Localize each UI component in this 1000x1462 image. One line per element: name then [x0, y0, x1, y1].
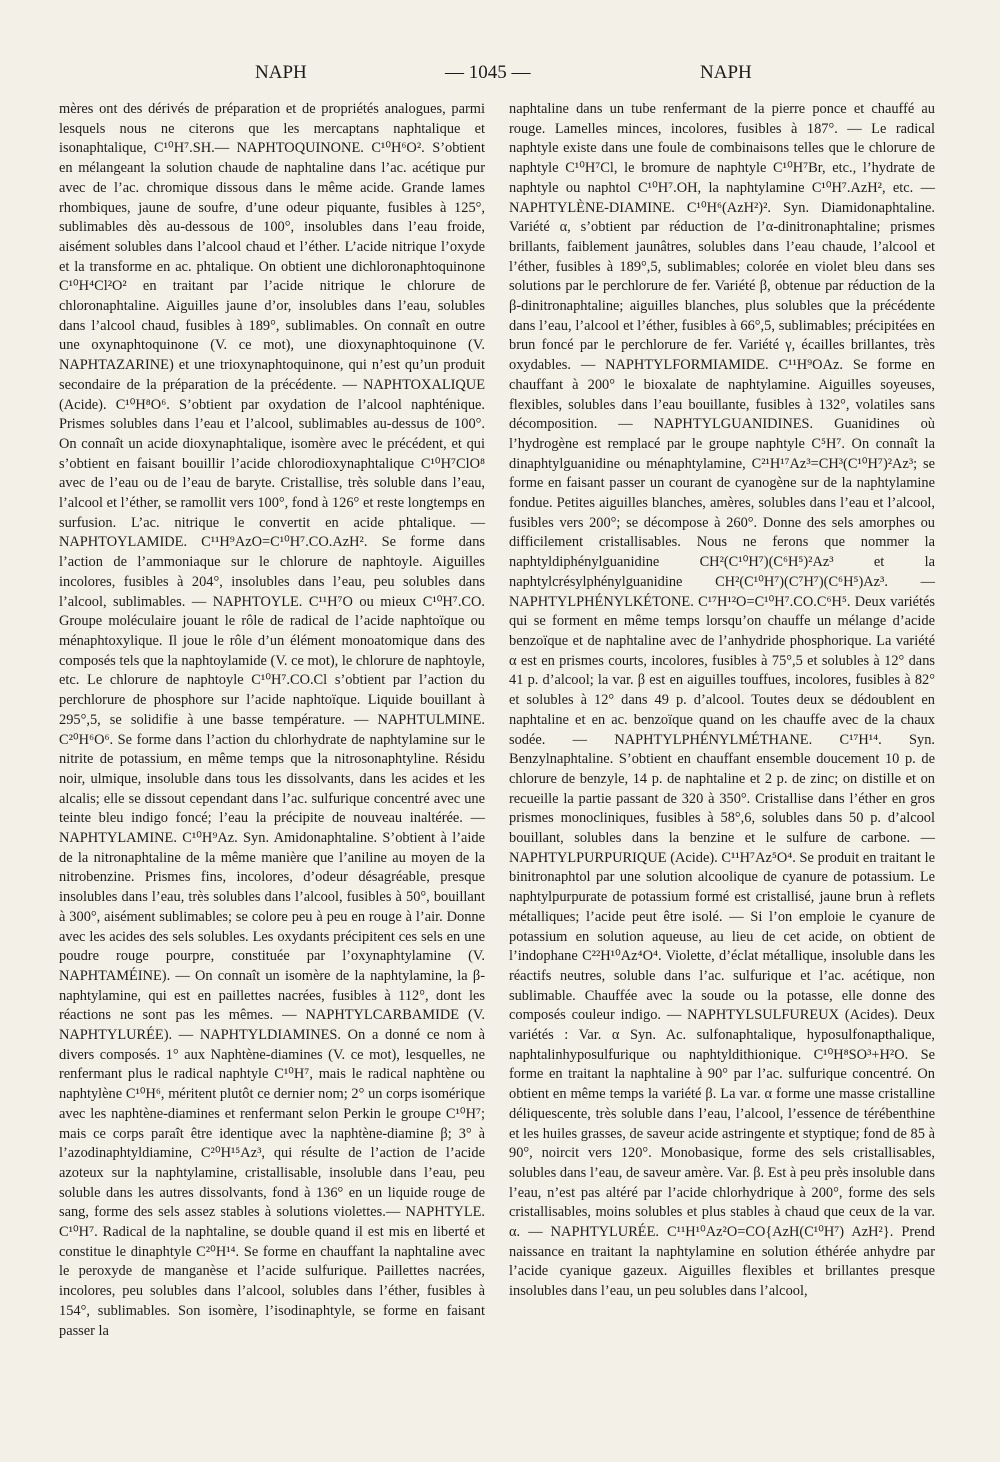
- right-column-text: naphtaline dans un tube renfermant de la pierre ponce et chauffé au rouge. Lamelles minces, incolores, fusibles à 187°. — Le radical naphtyle existe dans une foule de combinaisons telles que le chlorure de naphtyle C¹⁰H⁷Cl, le bromure de naphtyle C¹⁰H⁷Br, etc., l’hydrate de naphtyle ou naphtol C¹⁰H⁷.OH, la naphtylamine C¹⁰H⁷.AzH², etc. — NAPHTYLÈNE-DIAMINE. C¹⁰H⁶(AzH²)². Syn. Diamidonaphtaline. Variété α, s’obtient par réduction de l’α-dinitronaphtaline; prismes brillants, faiblement jaunâtres, solubles dans l’eau chaude, l’alcool et l’éther, fusibles à 189°,5, sublimables; colorée en violet bleu dans ses solutions par le perchlorure de fer. Variété β, obtenue par réduction de la β-dinitronaphtaline; aiguilles blanches, plus solubles que la précédente dans l’eau, l’alcool et l’éther, fusibles à 66°,5, sublimables; précipitées en brun foncé par le perchlorure de fer. Variété γ, écailles brillantes, très oxydables. — NAPHTYLFORMIAMIDE. C¹¹H⁹OAz. Se forme en chauffant à 200° le bioxalate de naphtylamine. Aiguilles soyeuses, flexibles, solubles dans l’eau bouillante, fusibles à 132°, volatiles sans décomposition. — NAPHTYLGUANIDINES. Guanidines où l’hydrogène est remplacé par le groupe naphtyle C⁵H⁷. On connaît la dinaphtylguanidine ou ménaphtylamine, C²¹H¹⁷Az³=CH³(C¹⁰H⁷)²Az³; se forme en faisant passer un courant de cyanogène sur de la naphtylamine fondue. Petites aiguilles blanches, amères, solubles dans l’eau et l’alcool, fusibles vers 200°; se décompose à 260°. Donne des sels amorphes ou difficilement cristallisables. Nous ne ferons que nommer la naphtyldiphénylguanidine CH²(C¹⁰H⁷)(C⁶H⁵)²Az³ et la naphtylcrésylphénylguanidine CH²(C¹⁰H⁷)(C⁷H⁷)(C⁶H⁵)Az³. — NAPHTYLPHÉNYLKÉTONE. C¹⁷H¹²O=C¹⁰H⁷.CO.C⁶H⁵. Deux variétés qui se forment en même temps lorsqu’on chauffe un mélange d’acide benzoïque et de naphtaline avec de l’anhydride phosphorique. La variété α est en prismes courts, incolores, fusibles à 75°,5 et solubles à 12° dans 41 p. d’alcool; la var. β est en aiguilles touffues, incolores, fusibles à 82° et solubles à 12° dans 49 p. d’alcool. Toutes deux se dédoublent en naphtaline et en ac. benzoïque quand on les chauffe avec de la chaux sodée. — NAPHTYLPHÉNYLMÉTHANE. C¹⁷H¹⁴. Syn. Benzylnaphtaline. S’obtient en chauffant ensemble doucement 10 p. de chlorure de benzyle, 14 p. de naphtaline et 2 p. de zinc; on distille et on recueille la partie passant de 320 à 350°. Cristallise dans l’éther en gros prismes monocliniques, fusibles à 58°,6, solubles dans 50 p. d’alcool bouillant, solubles dans la benzine et le sulfure de carbone. — NAPHTYLPURPURIQUE (Acide). C¹¹H⁷Az⁵O⁴. Se produit en traitant le binitronaphtol par une solution alcoolique de cyanure de potassium. Le naphtylpurpurate de potassium formé est cristallisé, jaune brun à reflets métalliques; l’acide peut être isolé. — Si l’on emploie le cyanure de potassium en solution aqueuse, au lieu de cet acide, on obtient de l’indophane C²²H¹⁰Az⁴O⁴. Violette, d’éclat métallique, insoluble dans les réactifs neutres, soluble dans l’ac. sulfurique et l’ac. acétique, non sublimable. Chauffée avec la soude ou la potasse, elle donne des composés couleur indigo. — NAPHTYLSULFUREUX (Acides). Deux variétés : Var. α Syn. Ac. sulfonaphtalique, hyposulfonapthalique, naphtalinhyposulfurique ou naphtyldithionique. C¹⁰H⁸SO³+H²O. Se forme en traitant la naphtaline à 90° par l’ac. sulfurique concentré. On obtient en même temps la variété β. La var. α forme une masse cristalline déliquescente, très soluble dans l’eau, l’alcool, l’essence de térébenthine et les huiles grasses, de saveur acide astringente et styptique; fond de 85 à 90°, noircit vers 120°. Monobasique, forme des sels cristallisables, solubles dans l’eau, de saveur amère. Var. β. Est à peu près insoluble dans l’eau, n’est pas altéré par l’acide chlorhydrique à 200°, forme des sels cristallisables, moins solubles et plus stables à chaud que ceux de la var. α. — NAPHTYLURÉE. C¹¹H¹⁰Az²O=CO{AzH(C¹⁰H⁷) AzH²}. Prend naissance en traitant la naphtylamine en solution éthérée anhydre par l’acide cyanique gazeux. Aiguilles flexibles et brillantes presque insolubles dans l’eau, un peu solubles dans l’alcool,: [509, 101, 935, 1300]
- running-head-left: NAPH: [255, 62, 307, 83]
- running-head: [0, 62, 1000, 92]
- running-head-right: NAPH: [700, 62, 752, 83]
- left-column: [59, 100, 485, 1341]
- left-column-text: mères ont des dérivés de préparation et de propriétés analogues, parmi lesquels nous ne citerons que les mercaptans naphtalique et isonaphtalique, C¹⁰H⁷.SH.— NAPHTOQUINONE. C¹⁰H⁶O². S’obtient en mélangeant la solution chaude de naphtaline dans l’ac. acétique pur avec de l’ac. chromique dissous dans le même acide. Grande lames rhombiques, jaune de soufre, d’une odeur piquante, fusibles à 125°, sublimables dès au-dessous de 100°, insolubles dans l’eau froide, aisément solubles dans l’alcool chaud et l’éther. L’acide nitrique l’oxyde et la transforme en ac. phtalique. On obtient une dichloronaphtoquinone C¹⁰H⁴Cl²O² en traitant par l’acide nitrique le chlorure de chloronaphtaline. Aiguilles jaune d’or, insolubles dans l’eau, solubles dans l’alcool chaud, fusibles à 189°, sublimables. On connaît en outre une oxynaphtoquinone (V. ce mot), une dioxynaphtoquinone (V. NAPHTAZARINE) et une trioxynaphtoquinone, qui n’est qu’un produit secondaire de la préparation de la précédente. — NAPHTOXALIQUE (Acide). C¹⁰H⁸O⁶. S’obtient par oxydation de l’alcool naphténique. Prismes solubles dans l’eau et l’alcool, sublimables au-dessus de 100°. On connaît un acide dioxynaphtalique, isomère avec le précédent, et qui s’obtient en faisant bouillir l’acide chlorodioxynaphtalique C¹⁰H⁷ClO⁸ avec de l’eau ou de l’eau de baryte. Cristallise, très soluble dans l’eau, l’alcool et l’éther, se ramollit vers 100°, fond à 126° et reste longtemps en surfusion. L’ac. nitrique le convertit en acide phtalique. — NAPHTOYLAMIDE. C¹¹H⁹AzO=C¹⁰H⁷.CO.AzH². Se forme dans l’action de l’ammoniaque sur le chlorure de naphtoyle. Aiguilles incolores, fusibles à 204°, insolubles dans l’eau, peu solubles dans l’alcool, sublimables. — NAPHTOYLE. C¹¹H⁷O ou mieux C¹⁰H⁷.CO. Groupe moléculaire jouant le rôle de radical de l’acide naphtoïque ou ménaphtoxylique. Il joue le rôle d’un élément monoatomique dans des composés tels que la naphtoylamide (V. ce mot), le chlorure de naphtoyle, etc. Le chlorure de naphtoyle C¹⁰H⁷.CO.Cl s’obtient par l’action du perchlorure de phosphore sur l’acide naphtoïque. Liquide bouillant à 295°,5, se solidifie à une basse température. — NAPHTULMINE. C²⁰H⁶O⁶. Se forme dans l’action du chlorhydrate de naphtylamine sur le nitrite de potassium, en même temps que la nitrosonaphtyline. Résidu noir, ulmique, insoluble dans tous les dissolvants, dans les acides et les alcalis; elle se dissout cependant dans l’ac. sulfurique concentré avec une teinte bleu indigo foncé; l’eau la précipite de nouveau inaltérée. — NAPHTYLAMINE. C¹⁰H⁹Az. Syn. Amidonaphtaline. S’obtient à l’aide de la nitronaphtaline de la même manière que l’aniline au moyen de la nitrobenzine. Prismes fins, incolores, d’odeur désagréable, presque insolubles dans l’eau, très solubles dans l’alcool, fusibles à 50°, bouillant à 300°, aisément sublimables; se colore peu à peu en rouge à l’air. Donne avec les acides des sels solubles. Les oxydants précipitent ces sels en une poudre rouge pourpre, constituée par l’oxynaphtylamine (V. NAPHTAMÉINE). — On connaît un isomère de la naphtylamine, la β-naphtylamine, qui est en paillettes nacrées, fusibles à 112°, dont les réactions ne sont pas les mêmes. — NAPHTYLCARBAMIDE (V. NAPHTYLURÉE). — NAPHTYLDIAMINES. On a donné ce nom à divers composés. 1° aux Naphtène-diamines (V. ce mot), lesquelles, ne renfermant plus le radical naphtyle C¹⁰H⁷, mais le radical naphtène ou naphtylène C¹⁰H⁶, méritent plutôt ce dernier nom; 2° un corps isomérique avec les naphtène-diamines et renfermant selon Perkin le groupe C¹⁰H⁷; mais ce corps paraît être identique avec la naphtène-diamine β; 3° à l’azodinaphtyldiamine, C²⁰H¹⁵Az³, qui résulte de l’action de l’acide azoteux sur la naphtylamine, cristallisable, insoluble dans l’eau, peu soluble dans les autres dissolvants, fond à 136° en un liquide rouge de sang, forme des sels assez stables à solutions violettes.— NAPHTYLE. C¹⁰H⁷. Radical de la naphtaline, se double quand il est mis en liberté et constitue le dinaphtyle C²⁰H¹⁴. Se forme en chauffant la naphtaline avec le peroxyde de manganèse et l’acide sulfurique. Paillettes nacrées, incolores, peu solubles dans l’alcool, solubles dans l’éther, fusibles à 154°, sublimables. Son isomère, l’isodinaphtyle, se forme en faisant passer la: [59, 101, 485, 1339]
- page-number: — 1045 —: [445, 62, 531, 83]
- right-column: [509, 100, 935, 1302]
- column-gutter: [496, 100, 497, 1400]
